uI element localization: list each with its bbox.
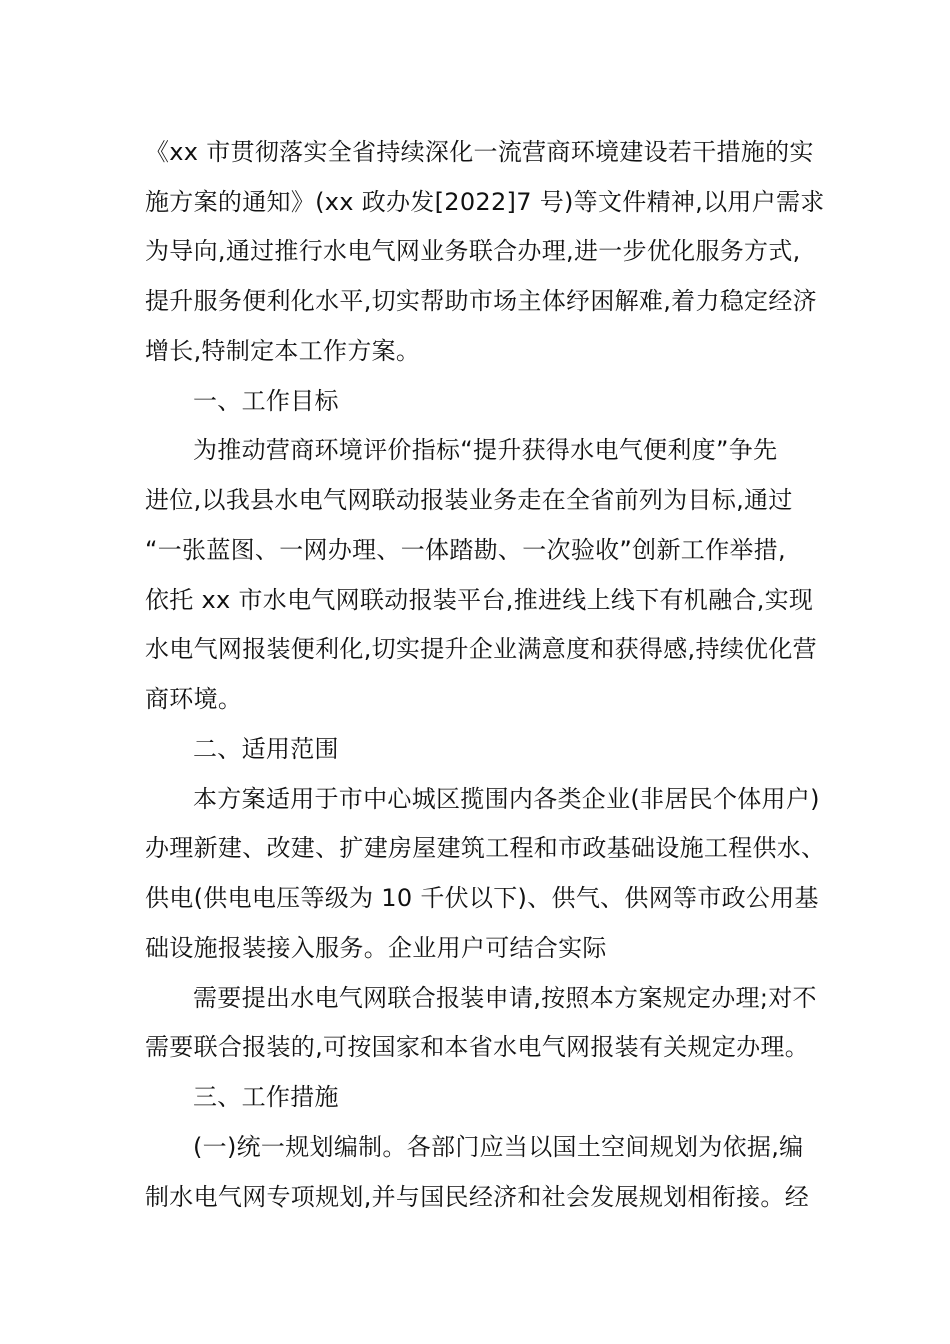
section-heading: 一、工作目标: [193, 387, 339, 415]
text-line: “一张蓝图、一网办理、一体踏勘、一次验收”创新工作举措,: [145, 536, 786, 564]
text-line: 施方案的通知》(xx 政办发[2022]7 号)等文件精神,以用户需求: [145, 188, 825, 216]
section-heading: 二、适用范围: [193, 735, 339, 763]
text-line: 为导向,通过推行水电气网业务联合办理,进一步优化服务方式,: [145, 237, 801, 265]
text-line: 办理新建、改建、扩建房屋建筑工程和市政基础设施工程供水、: [145, 834, 826, 862]
text-line: 供电(供电电压等级为 10 千伏以下)、供气、供网等市政公用基: [145, 884, 819, 912]
text-line: 进位,以我县水电气网联动报装业务走在全省前列为目标,通过: [145, 486, 793, 514]
text-line: 水电气网报装便利化,切实提升企业满意度和获得感,持续优化营: [145, 635, 817, 663]
text-line: (一)统一规划编制。各部门应当以国土空间规划为依据,编: [193, 1133, 804, 1161]
text-line: 需要联合报装的,可按国家和本省水电气网报装有关规定办理。: [145, 1033, 810, 1061]
text-line: 提升服务便利化水平,切实帮助市场主体纾困解难,着力稳定经济: [145, 287, 817, 315]
text-line: 依托 xx 市水电气网联动报装平台,推进线上线下有机融合,实现: [145, 586, 814, 614]
text-line: 商环境。: [145, 685, 243, 713]
text-line: 为推动营商环境评价指标“提升获得水电气便利度”争先: [193, 436, 778, 464]
text-line: 《xx 市贯彻落实全省持续深化一流营商环境建设若干措施的实: [145, 138, 814, 166]
text-line: 需要提出水电气网联合报装申请,按照本方案规定办理;对不: [193, 984, 817, 1012]
text-line: 增长,特制定本工作方案。: [145, 337, 421, 365]
text-line: 本方案适用于市中心城区揽围内各类企业(非居民个体用户): [193, 785, 820, 813]
text-line: 制水电气网专项规划,并与国民经济和社会发展规划相衔接。经: [145, 1183, 810, 1211]
text-line: 础设施报装接入服务。企业用户可结合实际: [145, 934, 607, 962]
section-heading: 三、工作措施: [193, 1083, 339, 1111]
